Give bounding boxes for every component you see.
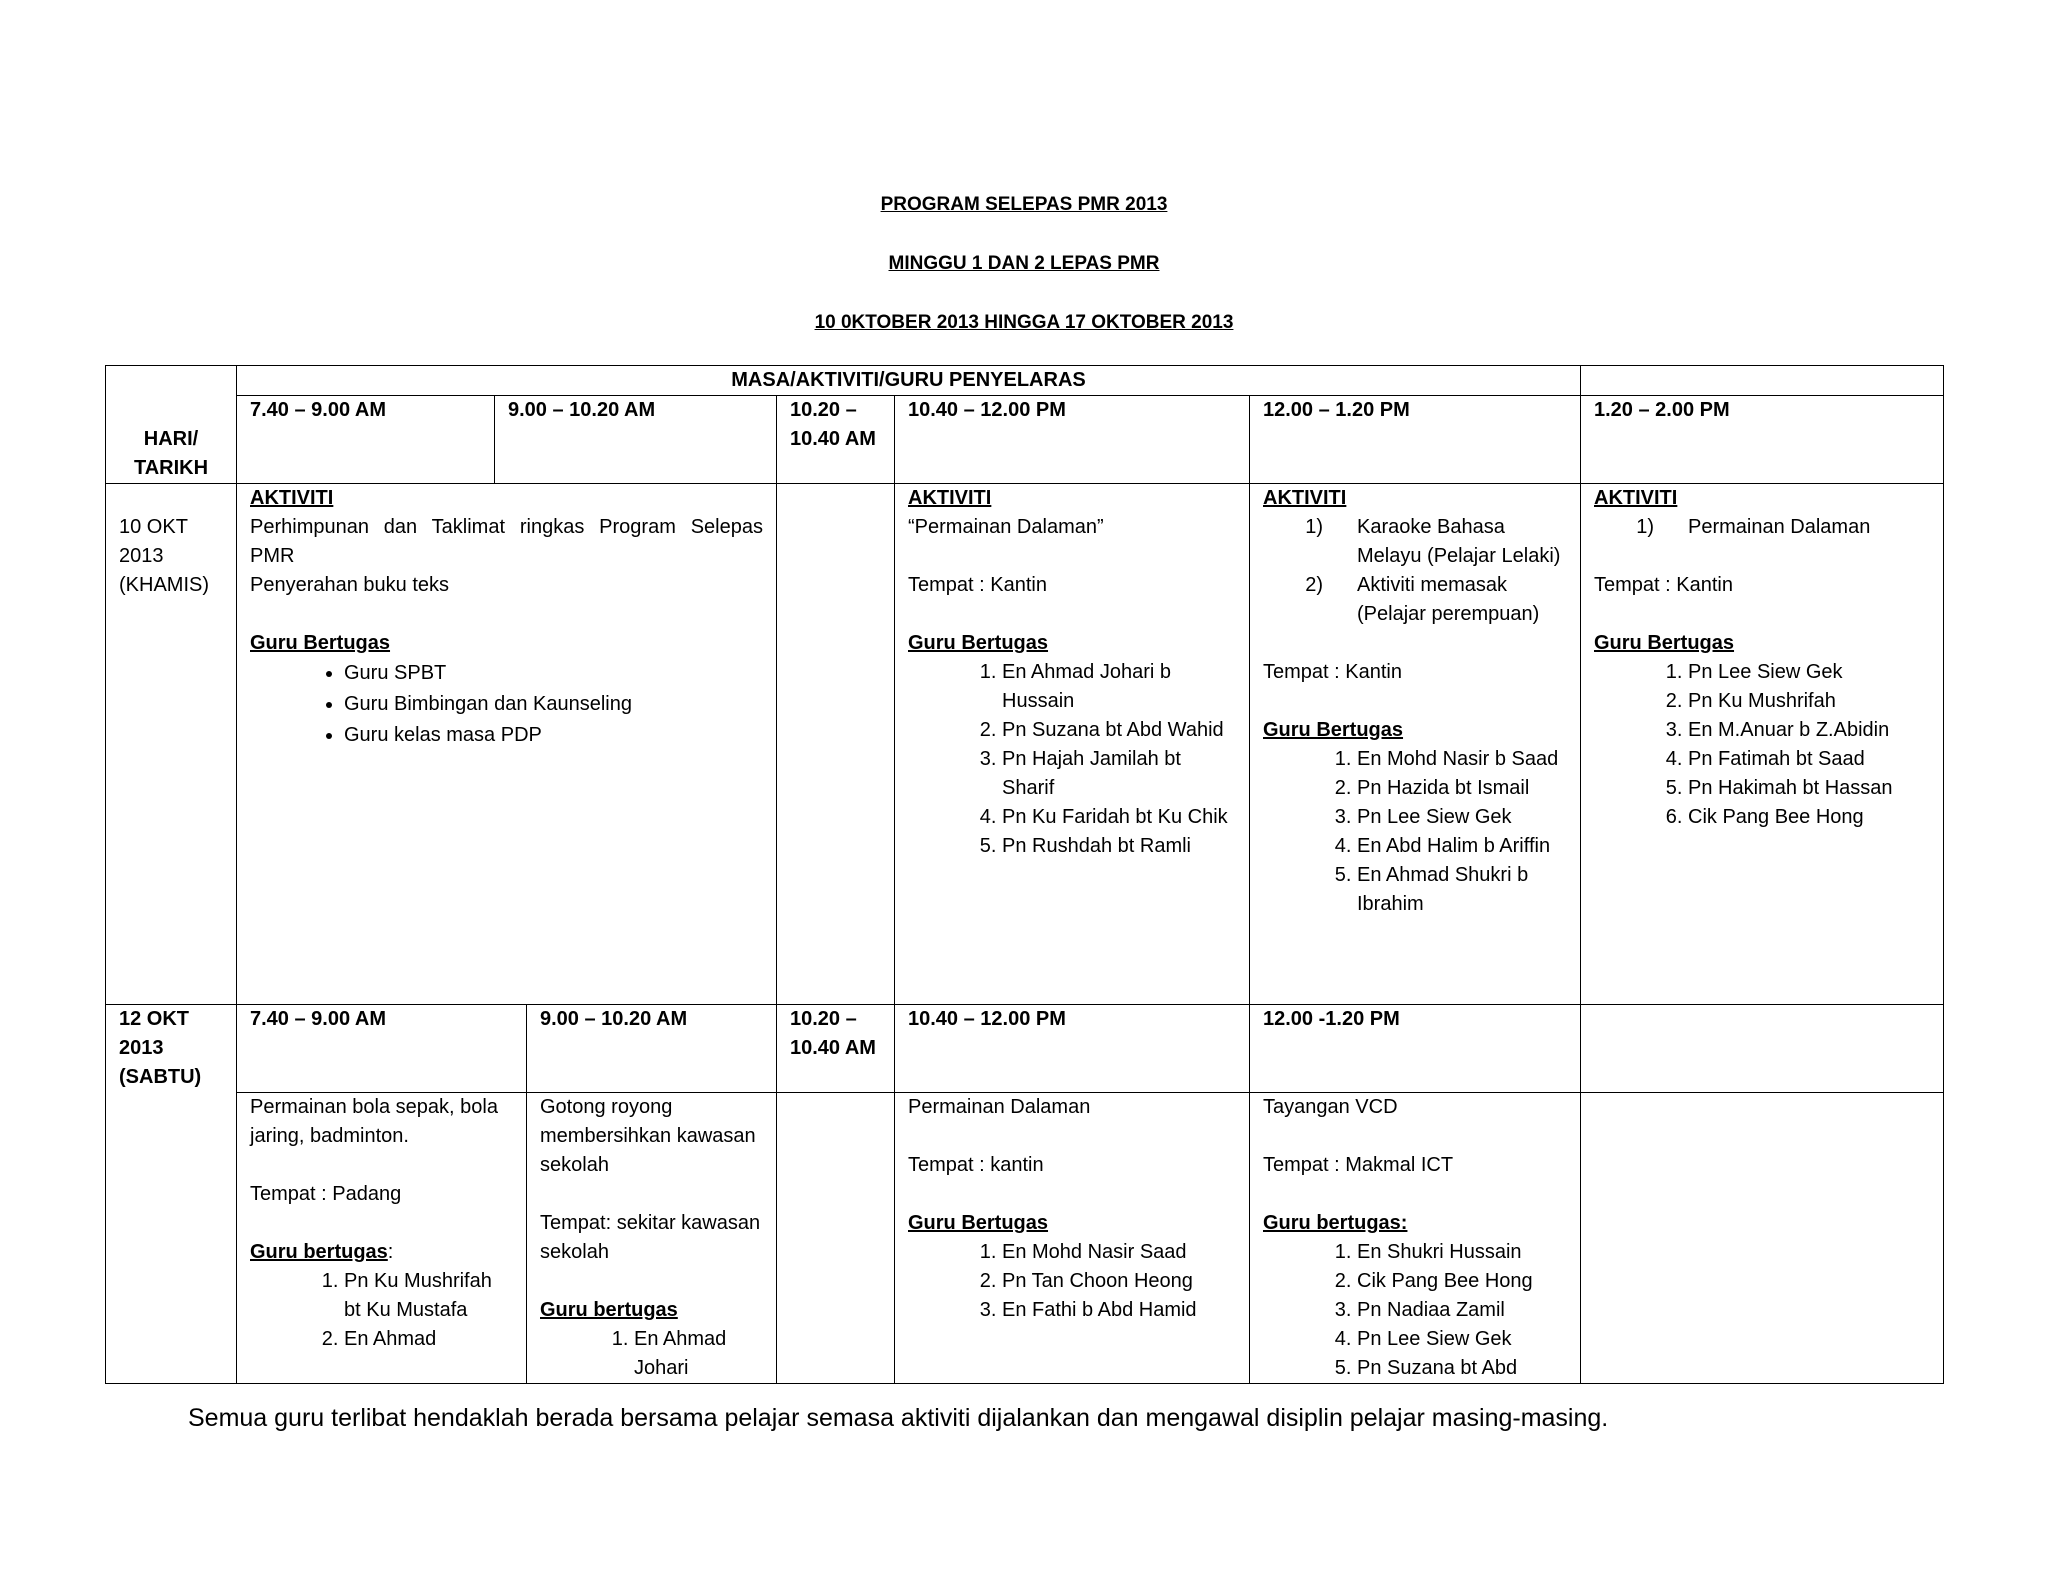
list-item: 2. Pn Hazida bt Ismail bbox=[1357, 774, 1567, 803]
list-item: 2. Pn Tan Choon Heong bbox=[1002, 1267, 1236, 1296]
activity-cell bbox=[237, 484, 777, 1005]
aktiviti-label: AKTIVITI bbox=[908, 487, 992, 509]
time-slot: 10.20 – 10.40 AM bbox=[777, 396, 895, 484]
tempat-text: Tempat : Kantin bbox=[1263, 661, 1402, 683]
activity-text: Tayangan VCD bbox=[1263, 1096, 1398, 1118]
hari-tarikh-header: HARI/ TARIKH bbox=[106, 366, 237, 484]
list-item: 5. Pn Suzana bt Abd bbox=[1357, 1354, 1567, 1383]
aktiviti-label: AKTIVITI bbox=[250, 487, 334, 509]
guru-label-line: Guru bertugas: bbox=[250, 1241, 394, 1263]
list-item: 2. Cik Pang Bee Hong bbox=[1357, 1267, 1567, 1296]
guru-label: Guru Bertugas bbox=[908, 632, 1049, 654]
document-headings bbox=[0, 190, 2048, 367]
list-item: 4. Pn Lee Siew Gek bbox=[1357, 1325, 1567, 1354]
guru-list bbox=[250, 658, 763, 751]
activity-text: Penyerahan buku teks bbox=[250, 574, 450, 596]
time-slot: 12.00 – 1.20 PM bbox=[1250, 396, 1581, 484]
activity-list bbox=[1263, 513, 1567, 629]
masa-header: MASA/AKTIVITI/GURU PENYELARAS bbox=[237, 366, 1581, 396]
list-item: 3. Pn Lee Siew Gek bbox=[1357, 803, 1567, 832]
guru-label: Guru Bertugas bbox=[1263, 719, 1404, 741]
activity-text: Permainan Dalaman bbox=[908, 1096, 1091, 1118]
activity-cell bbox=[1250, 1093, 1581, 1384]
list-item: 1) Karaoke Bahasa Melayu (Pelajar Lelaki) bbox=[1305, 516, 1561, 567]
activity-cell bbox=[895, 1093, 1250, 1384]
activity-cell bbox=[237, 1093, 527, 1384]
list-item: 1. En Ahmad Johari bbox=[634, 1325, 763, 1383]
guru-list bbox=[250, 1267, 513, 1354]
time-slot: 7.40 – 9.00 AM bbox=[237, 396, 495, 484]
list-item: 1. En Shukri Hussain bbox=[1357, 1238, 1567, 1267]
list-item: 4. Pn Fatimah bt Saad bbox=[1688, 745, 1930, 774]
list-item: 4. Pn Ku Faridah bt Ku Chik bbox=[1002, 803, 1236, 832]
tempat-text: Tempat : kantin bbox=[908, 1154, 1044, 1176]
activity-cell bbox=[1250, 484, 1581, 1005]
list-item: 1. Pn Lee Siew Gek bbox=[1688, 658, 1930, 687]
list-item: 2. En Ahmad bbox=[344, 1325, 513, 1354]
guru-list bbox=[1263, 745, 1567, 919]
list-item: 3. Pn Hajah Jamilah bt Sharif bbox=[1002, 745, 1236, 803]
tempat-text: Tempat: sekitar kawasan sekolah bbox=[540, 1212, 761, 1263]
aktiviti-label: AKTIVITI bbox=[1263, 487, 1347, 509]
guru-list bbox=[540, 1325, 763, 1383]
document-subtitle: MINGGU 1 DAN 2 LEPAS PMR bbox=[888, 253, 1160, 274]
footer-note: Semua guru terlibat hendaklah berada bersama pelajar semasa aktiviti dijalankan dan mengawal disiplin pelajar masing-masing. bbox=[188, 1404, 1609, 1432]
time-slot: 7.40 – 9.00 AM bbox=[237, 1005, 527, 1093]
document-date-range: 10 0KTOBER 2013 HINGGA 17 OKTOBER 2013 bbox=[814, 312, 1234, 333]
list-item: 5. Pn Hakimah bt Hassan bbox=[1688, 774, 1930, 803]
break-cell bbox=[777, 1093, 895, 1384]
list-item: 5. Pn Rushdah bt Ramli bbox=[1002, 832, 1236, 861]
schedule-table bbox=[105, 365, 1944, 1384]
time-slot: 10.40 – 12.00 PM bbox=[895, 396, 1250, 484]
list-item: 2. Pn Suzana bt Abd Wahid bbox=[1002, 716, 1236, 745]
list-item: 3. Pn Nadiaa Zamil bbox=[1357, 1296, 1567, 1325]
activity-text: Permainan bola sepak, bola jaring, badminton. bbox=[250, 1096, 498, 1147]
list-item: 1. En Mohd Nasir Saad bbox=[1002, 1238, 1236, 1267]
tempat-text: Tempat : Kantin bbox=[1594, 574, 1733, 596]
tempat-text: Tempat : Makmal ICT bbox=[1263, 1154, 1454, 1176]
activity-cell bbox=[895, 484, 1250, 1005]
masa-header-empty bbox=[1581, 366, 1944, 396]
activity-cell bbox=[527, 1093, 777, 1384]
activity-text: Gotong royong membersihkan kawasan sekolah bbox=[540, 1096, 756, 1176]
list-item: 3. En M.Anuar b Z.Abidin bbox=[1688, 716, 1930, 745]
list-item: 2. Pn Ku Mushrifah bbox=[1688, 687, 1930, 716]
time-slot: 10.20 – 10.40 AM bbox=[777, 1005, 895, 1093]
guru-list bbox=[908, 658, 1236, 861]
guru-list bbox=[1263, 1238, 1567, 1383]
tempat-text: Tempat : Padang bbox=[250, 1183, 402, 1205]
time-slot-empty bbox=[1581, 1005, 1944, 1093]
list-item: • Guru kelas masa PDP bbox=[344, 720, 763, 751]
time-slot: 10.40 – 12.00 PM bbox=[895, 1005, 1250, 1093]
tempat-text: Tempat : Kantin bbox=[908, 574, 1047, 596]
activity-cell bbox=[1581, 484, 1944, 1005]
guru-label: Guru Bertugas bbox=[250, 632, 391, 654]
list-item: 1. Pn Ku Mushrifah bt Ku Mustafa bbox=[344, 1267, 513, 1325]
guru-label: Guru Bertugas bbox=[908, 1212, 1049, 1234]
guru-label: Guru bertugas bbox=[540, 1299, 678, 1321]
list-item: 4. En Abd Halim b Ariffin bbox=[1357, 832, 1567, 861]
day-date: 12 OKT 2013 (SABTU) bbox=[106, 1005, 237, 1384]
activity-list bbox=[1594, 513, 1930, 542]
guru-list bbox=[908, 1238, 1236, 1325]
list-item: 3. En Fathi b Abd Hamid bbox=[1002, 1296, 1236, 1325]
guru-label: Guru Bertugas bbox=[1594, 632, 1735, 654]
list-item: 5. En Ahmad Shukri b Ibrahim bbox=[1357, 861, 1567, 919]
document-title: PROGRAM SELEPAS PMR 2013 bbox=[880, 194, 1168, 215]
activity-text: “Permainan Dalaman” bbox=[908, 516, 1104, 538]
time-slot: 9.00 – 10.20 AM bbox=[495, 396, 777, 484]
activity-cell-empty bbox=[1581, 1093, 1944, 1384]
list-item: 1. En Ahmad Johari b Hussain bbox=[1002, 658, 1236, 716]
time-slot: 9.00 – 10.20 AM bbox=[527, 1005, 777, 1093]
list-item: 1) Permainan Dalaman bbox=[1636, 516, 1871, 538]
guru-list bbox=[1594, 658, 1930, 832]
time-slot: 1.20 – 2.00 PM bbox=[1581, 396, 1944, 484]
list-item: 6. Cik Pang Bee Hong bbox=[1688, 803, 1930, 832]
day-date: 10 OKT 2013 (KHAMIS) bbox=[106, 484, 237, 1005]
list-item: • Guru SPBT bbox=[344, 658, 763, 689]
list-item: 1. En Mohd Nasir b Saad bbox=[1357, 745, 1567, 774]
list-item: 2) Aktiviti memasak (Pelajar perempuan) bbox=[1305, 574, 1540, 625]
guru-label: Guru bertugas: bbox=[1263, 1212, 1408, 1234]
break-cell bbox=[777, 484, 895, 1005]
activity-text: Perhimpunan dan Taklimat ringkas Program Selepas PMR bbox=[250, 516, 763, 567]
list-item: • Guru Bimbingan dan Kaunseling bbox=[344, 689, 763, 720]
time-slot: 12.00 -1.20 PM bbox=[1250, 1005, 1581, 1093]
aktiviti-label: AKTIVITI bbox=[1594, 487, 1678, 509]
